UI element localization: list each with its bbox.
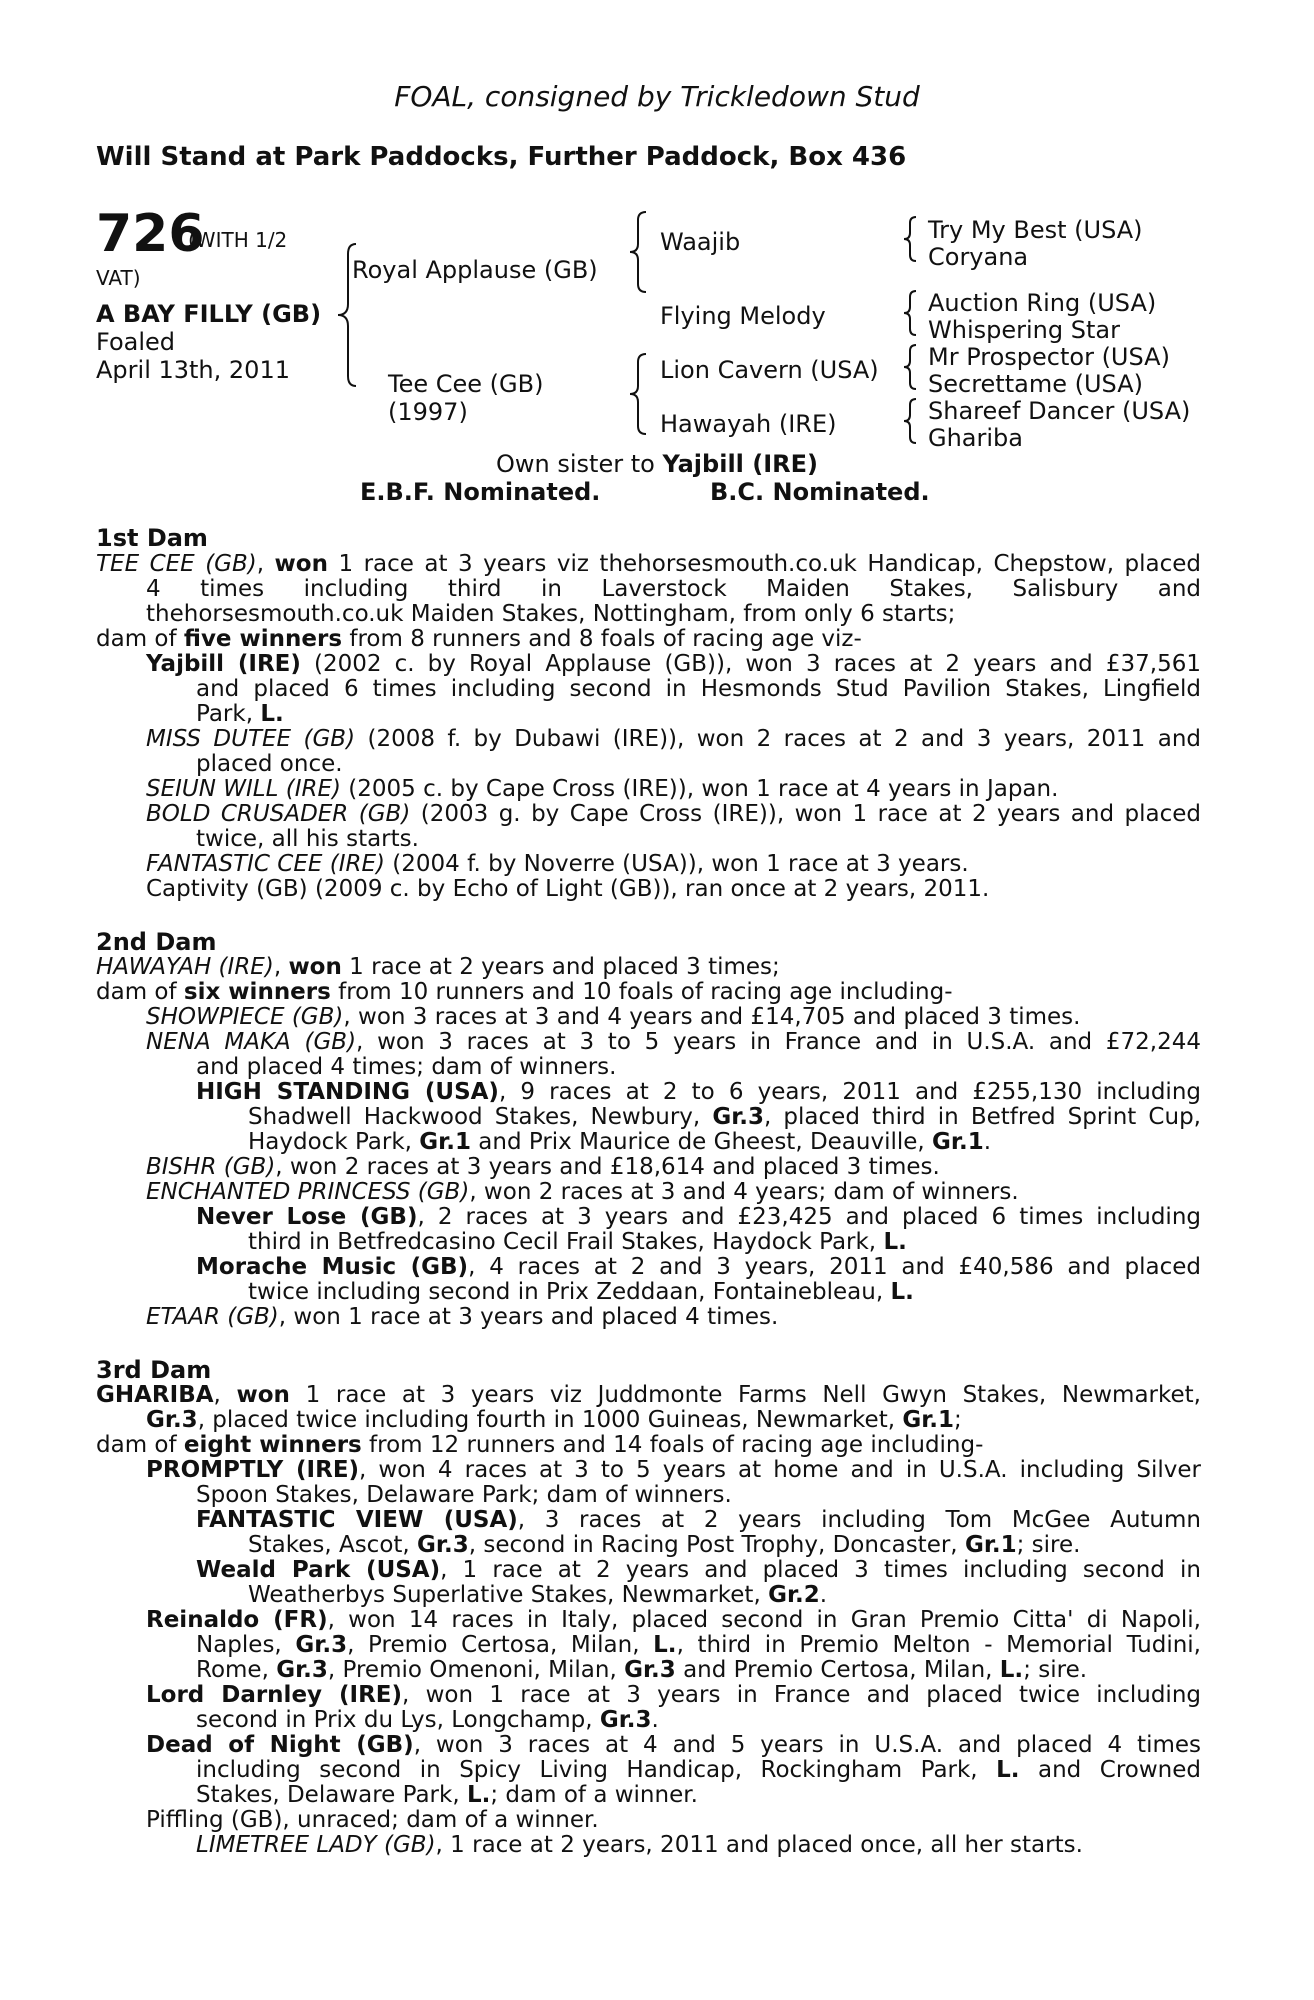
- dam1-line: 4 times including third in Laverstock Maiden Stakes, Salisbury and: [146, 576, 1201, 602]
- pedigree-brace-sd: [898, 288, 922, 338]
- bc-nomination: B.C. Nominated.: [710, 478, 930, 506]
- pedigree-ssd: Coryana: [928, 243, 1029, 271]
- dam3-grandoffspring: LIMETREE LADY (GB), 1 race at 2 years, 2011 and placed once, all her starts.: [196, 1832, 1083, 1858]
- dam1-offspring: Park, L.: [196, 701, 284, 727]
- dam1-offspring: BOLD CRUSADER (GB) (2003 g. by Cape Cross (IRE)), won 1 race at 2 years and placed: [146, 801, 1201, 827]
- dam1-offspring: twice, all his starts.: [196, 826, 419, 852]
- dam3-offspring: Stakes, Delaware Park, L.; dam of a winner.: [196, 1782, 698, 1808]
- catalogue-header: FOAL, consigned by Trickledown Stud: [394, 80, 920, 113]
- dam3-offspring: Spoon Stakes, Delaware Park; dam of winners.: [196, 1482, 732, 1508]
- lot-number: 726: [96, 204, 205, 264]
- pedigree-brace-dd: [898, 396, 922, 446]
- dam3-grandoffspring: Weatherbys Superlative Stakes, Newmarket, Gr.2.: [248, 1582, 828, 1608]
- pedigree-sds: Auction Ring (USA): [928, 289, 1157, 317]
- dam2-grandoffspring: twice including second in Prix Zeddaan, Fontainebleau, L.: [248, 1279, 914, 1305]
- dam2-grandoffspring: Never Lose (GB), 2 races at 3 years and £23,425 and placed 6 times including: [196, 1204, 1201, 1230]
- lot-vat-note: (WITH 1/2: [188, 228, 288, 252]
- dam2-line: dam of six winners from 10 runners and 10 foals of racing age including-: [96, 979, 953, 1005]
- dam3-offspring: including second in Spicy Living Handicap, Rockingham Park, L. and Crowned: [196, 1757, 1201, 1783]
- dam1-line: dam of five winners from 8 runners and 8 foals of racing age viz-: [96, 626, 862, 652]
- pedigree-sire-sire: Waajib: [660, 228, 741, 256]
- pedigree-dam-dam: Hawayah (IRE): [660, 410, 837, 438]
- dam1-offspring: Yajbill (IRE) (2002 c. by Royal Applause (GB)), won 3 races at 2 years and £37,561: [146, 651, 1201, 677]
- dam2-offspring: ETAAR (GB), won 1 race at 3 years and placed 4 times.: [146, 1304, 779, 1330]
- dam1-line: thehorsesmouth.co.uk Maiden Stakes, Nottingham, from only 6 starts;: [146, 601, 956, 627]
- dam2-offspring: and placed 4 times; dam of winners.: [196, 1054, 617, 1080]
- dam2-grandoffspring: third in Betfredcasino Cecil Frail Stakes, Haydock Park, L.: [248, 1229, 907, 1255]
- dam3-offspring: Rome, Gr.3, Premio Omenoni, Milan, Gr.3 and Premio Certosa, Milan, L.; sire.: [196, 1657, 1088, 1683]
- pedigree-dam: Tee Cee (GB): [388, 370, 544, 398]
- dam1-offspring: FANTASTIC CEE (IRE) (2004 f. by Noverre (USA)), won 1 race at 3 years.: [146, 851, 969, 877]
- pedigree-ddd: Ghariba: [928, 424, 1023, 452]
- pedigree-dam-sire: Lion Cavern (USA): [660, 356, 879, 384]
- pedigree-brace-dam: [624, 350, 654, 438]
- pedigree-dsd: Secrettame (USA): [928, 370, 1143, 398]
- dam3-offspring: Lord Darnley (IRE), won 1 race at 3 years in France and placed twice including: [146, 1682, 1202, 1708]
- dam3-line: GHARIBA, won 1 race at 3 years viz Juddmonte Farms Nell Gwyn Stakes, Newmarket,: [96, 1382, 1201, 1408]
- foaled-date: April 13th, 2011: [96, 356, 290, 384]
- dam2-offspring: ENCHANTED PRINCESS (GB), won 2 races at 3 and 4 years; dam of winners.: [146, 1179, 1019, 1205]
- pedigree-brace-sire: [624, 208, 654, 296]
- dam1-offspring: and placed 6 times including second in Hesmonds Stud Pavilion Stakes, Lingfield: [196, 676, 1201, 702]
- dam2-grandoffspring: Haydock Park, Gr.1 and Prix Maurice de Gheest, Deauville, Gr.1.: [248, 1129, 992, 1155]
- dam1-line: TEE CEE (GB), won 1 race at 3 years viz thehorsesmouth.co.uk Handicap, Chepstow, placed: [96, 551, 1201, 577]
- pedigree-dam-year: (1997): [388, 398, 468, 426]
- pedigree-dds: Shareef Dancer (USA): [928, 397, 1191, 425]
- dam3-offspring: second in Prix du Lys, Longchamp, Gr.3.: [196, 1707, 659, 1733]
- stand-location: Will Stand at Park Paddocks, Further Paddock, Box 436: [96, 142, 907, 172]
- dam1-offspring: Captivity (GB) (2009 c. by Echo of Light (GB)), ran once at 2 years, 2011.: [146, 876, 990, 902]
- dam3-line: dam of eight winners from 12 runners and 14 foals of racing age including-: [96, 1432, 984, 1458]
- dam3-offspring: Piffling (GB), unraced; dam of a winner.: [146, 1807, 599, 1833]
- dam2-grandoffspring: Morache Music (GB), 4 races at 2 and 3 years, 2011 and £40,586 and placed: [196, 1254, 1201, 1280]
- dam2-offspring: BISHR (GB), won 2 races at 3 years and £18,614 and placed 3 times.: [146, 1154, 940, 1180]
- pedigree-dss: Mr Prospector (USA): [928, 343, 1170, 371]
- dam3-grandoffspring: Stakes, Ascot, Gr.3, second in Racing Post Trophy, Doncaster, Gr.1; sire.: [248, 1532, 1081, 1558]
- pedigree-brace-ss: [898, 214, 922, 264]
- dam3-title: 3rd Dam: [96, 1356, 212, 1384]
- dam3-grandoffspring: Weald Park (USA), 1 race at 2 years and placed 3 times including second in: [196, 1557, 1201, 1583]
- dam1-offspring: SEIUN WILL (IRE) (2005 c. by Cape Cross (IRE)), won 1 race at 4 years in Japan.: [146, 776, 1059, 802]
- pedigree-brace-ds: [898, 342, 922, 392]
- dam3-offspring: Naples, Gr.3, Premio Certosa, Milan, L., third in Premio Melton - Memorial Tudini,: [196, 1632, 1201, 1658]
- dam2-grandoffspring: Shadwell Hackwood Stakes, Newbury, Gr.3, placed third in Betfred Sprint Cup,: [248, 1104, 1201, 1130]
- dam1-title: 1st Dam: [96, 524, 208, 552]
- ebf-nomination: E.B.F. Nominated.: [360, 478, 601, 506]
- dam3-offspring: Reinaldo (FR), won 14 races in Italy, placed second in Gran Premio Citta' di Napoli,: [146, 1607, 1201, 1633]
- pedigree-sire: Royal Applause (GB): [352, 256, 598, 284]
- dam2-title: 2nd Dam: [96, 928, 217, 956]
- pedigree-sdd: Whispering Star: [928, 316, 1120, 344]
- lot-vat-note-cont: VAT): [96, 266, 141, 290]
- foaled-label: Foaled: [96, 328, 176, 356]
- dam3-offspring: Dead of Night (GB), won 3 races at 4 and 5 years in U.S.A. and placed 4 times: [146, 1732, 1202, 1758]
- pedigree-sire-dam: Flying Melody: [660, 302, 826, 330]
- dam2-offspring: NENA MAKA (GB), won 3 races at 3 to 5 years in France and in U.S.A. and £72,244: [146, 1029, 1201, 1055]
- dam3-grandoffspring: FANTASTIC VIEW (USA), 3 races at 2 years including Tom McGee Autumn: [196, 1507, 1201, 1533]
- lot-description: A BAY FILLY (GB): [96, 300, 322, 328]
- pedigree-sss: Try My Best (USA): [928, 216, 1143, 244]
- dam3-line: Gr.3, placed twice including fourth in 1000 Guineas, Newmarket, Gr.1;: [146, 1407, 962, 1433]
- dam1-offspring: placed once.: [196, 751, 343, 777]
- dam1-offspring: MISS DUTEE (GB) (2008 f. by Dubawi (IRE)), won 2 races at 2 and 3 years, 2011 and: [146, 726, 1201, 752]
- sister-note: Own sister to Yajbill (IRE): [496, 450, 818, 478]
- dam3-offspring: PROMPTLY (IRE), won 4 races at 3 to 5 years at home and in U.S.A. including Silver: [146, 1457, 1201, 1483]
- dam2-grandoffspring: HIGH STANDING (USA), 9 races at 2 to 6 years, 2011 and £255,130 including: [196, 1079, 1201, 1105]
- dam2-line: HAWAYAH (IRE), won 1 race at 2 years and placed 3 times;: [96, 954, 780, 980]
- dam2-offspring: SHOWPIECE (GB), won 3 races at 3 and 4 years and £14,705 and placed 3 times.: [146, 1004, 1081, 1030]
